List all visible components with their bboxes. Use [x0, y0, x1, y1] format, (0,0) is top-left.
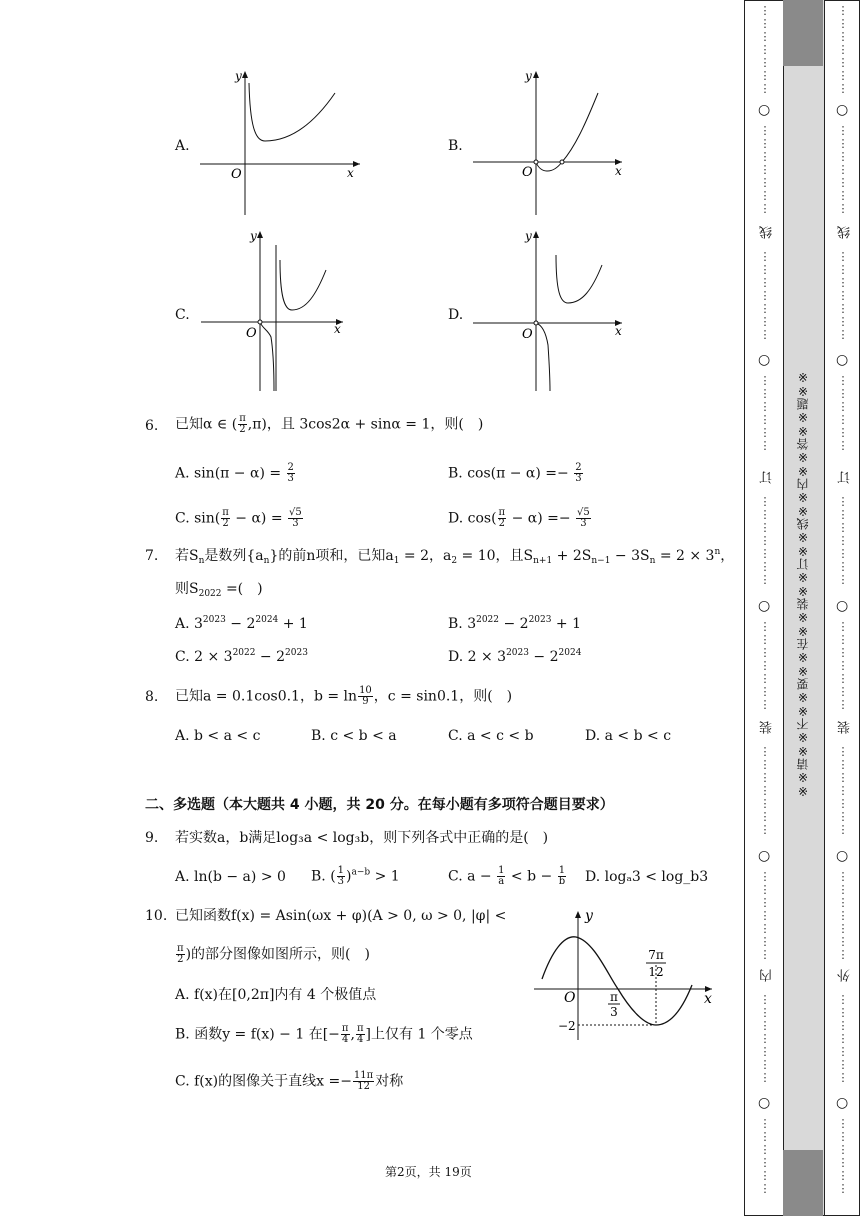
q8-number: 8. [145, 689, 159, 705]
inner-dots-4: ⋮ ⋮ ⋮ ⋮ ⋮ ⋮ [759, 374, 771, 452]
inner-circle-3: ○ [758, 598, 771, 614]
q9-option-b[interactable]: B. ( $\frac{1}{3}$ )$^{a-b}$ > 1 [311, 865, 400, 887]
outer-label-zhuang: 装 [838, 720, 853, 734]
q6-option-d[interactable]: D. cos( $\frac{\pi}{2}$ − α) =− $\frac{√5}{3}$ [448, 507, 590, 529]
inner-dots-7: ⋮ ⋮ ⋮ ⋮ ⋮ ⋮ ⋮ [759, 745, 771, 836]
q10-option-b[interactable]: B. 函数y = f(x) − 1 在[− $\frac{\pi}{4}$ , $\frac{\pi}{4}$ ]上仅有 1 个零点 [175, 1023, 473, 1045]
binding-strip-bottom-block [783, 1150, 823, 1216]
inner-dots-5: ⋮ ⋮ ⋮ ⋮ ⋮ ⋮ ⋮ [759, 495, 771, 586]
outer-column-top-dots: ⋮ ⋮ ⋮ ⋮ ⋮ ⋮ ⋮ [837, 4, 849, 95]
graph-d-x-label: x [615, 324, 622, 338]
graph-c-x-label: x [334, 322, 341, 336]
q10-option-a[interactable]: A. f(x)在[0,2π]内有 4 个极值点 [175, 987, 377, 1003]
q7-option-c[interactable]: C. $2 \times 3^{2022} - 2^{2023}$ [175, 648, 308, 665]
q10-fig-x-label: x [704, 991, 712, 1007]
outer-dots-10: ⋮ ⋮ ⋮ ⋮ ⋮ ⋮ [837, 1117, 849, 1195]
q9-option-c[interactable]: C. a − $\frac{1}{a}$ < b − $\frac{1}{b}$ [448, 865, 566, 887]
q6-option-a[interactable]: A. sin(π − α) = $\frac{2}{3}$ [175, 462, 294, 484]
outer-dots-6: ⋮ ⋮ ⋮ ⋮ ⋮ ⋮ ⋮ [837, 620, 849, 711]
q10-fig-7pi12-den: 12 [648, 965, 664, 979]
option-d-label: D. [448, 307, 464, 323]
inner-dots-8: ⋮ ⋮ ⋮ ⋮ ⋮ ⋮ ⋮ [759, 870, 771, 961]
q7-number: 7. [145, 548, 159, 564]
option-c-label: C. [175, 307, 190, 323]
inner-label-nei: 内 [760, 968, 775, 982]
inner-circle-2: ○ [758, 352, 771, 368]
outer-label-ding: 订 [838, 470, 853, 484]
q9-option-d[interactable]: D. logₐ3 < log_b3 [585, 869, 709, 885]
inner-label-zhuang: 装 [760, 720, 775, 734]
section-title-multi-choice: 二、多选题（本大题共 4 小题，共 20 分。在每小题有多项符合题目要求） [145, 797, 614, 813]
inner-dots-9: ⋮ ⋮ ⋮ ⋮ ⋮ ⋮ ⋮ [759, 993, 771, 1084]
inner-dots-3: ⋮ ⋮ ⋮ ⋮ ⋮ ⋮ ⋮ [759, 250, 771, 341]
q7-option-a[interactable]: A. $3^{2023} - 2^{2024} + 1$ [175, 615, 308, 632]
outer-circle-5: ○ [836, 1095, 849, 1111]
outer-circle-1: ○ [836, 102, 849, 118]
graph-a-x-label: x [347, 166, 354, 180]
graph-d-origin: O [522, 327, 533, 342]
outer-dots-3: ⋮ ⋮ ⋮ ⋮ ⋮ ⋮ ⋮ [837, 250, 849, 341]
outer-label-xian: 线 [838, 225, 853, 239]
graph-c-y-label: y [250, 229, 257, 243]
q8-option-d[interactable]: D. a < b < c [585, 728, 672, 744]
outer-dots-2: ⋮ ⋮ ⋮ ⋮ ⋮ ⋮ ⋮ [837, 124, 849, 215]
q7-stem-line2: 则$S_{2022}$ =( ) [175, 581, 263, 599]
outer-dots-9: ⋮ ⋮ ⋮ ⋮ ⋮ ⋮ ⋮ [837, 993, 849, 1084]
outer-dots-7: ⋮ ⋮ ⋮ ⋮ ⋮ ⋮ ⋮ [837, 745, 849, 836]
inner-circle-1: ○ [758, 102, 771, 118]
inner-circle-5: ○ [758, 1095, 771, 1111]
q6-number: 6. [145, 418, 159, 434]
q8-option-c[interactable]: C. a < c < b [448, 728, 534, 744]
page-footer: 第2页，共 19页 [385, 1165, 472, 1179]
q8-option-a[interactable]: A. b < a < c [175, 728, 261, 744]
outer-circle-3: ○ [836, 598, 849, 614]
q10-function-graph [532, 905, 722, 1045]
graph-b-y-label: y [525, 69, 532, 83]
outer-dots-5: ⋮ ⋮ ⋮ ⋮ ⋮ ⋮ ⋮ [837, 495, 849, 586]
q10-number: 10. [145, 908, 168, 924]
q9-number: 9. [145, 830, 159, 846]
q6-option-b[interactable]: B. cos(π − α) =− $\frac{2}{3}$ [448, 462, 582, 484]
q10-fig-origin: O [564, 990, 576, 1006]
q7-stem-line1: 若$S_n$是数列$\{a_n\}$的前n项和，已知$a_1 = 2$，$a_2 = 10$，且$S_{n+1} + 2S_{n-1} - 3S_n = 2 \times 3^n$， [175, 547, 735, 566]
graph-d-y-label: y [525, 229, 532, 243]
graph-a-origin: O [231, 167, 242, 182]
q10-fig-7pi12-num: 7π [648, 948, 664, 962]
q10-fig-minus2: −2 [558, 1019, 576, 1033]
q9-stem: 若实数a，b满足log₃a < log₃b，则下列各式中正确的是( ) [175, 830, 549, 846]
outer-circle-2: ○ [836, 352, 849, 368]
q6-option-c[interactable]: C. sin( $\frac{\pi}{2}$ − α) = $\frac{√5}{3}$ [175, 507, 302, 529]
option-b-label: B. [448, 138, 463, 154]
graph-d [470, 225, 630, 395]
q8-option-b[interactable]: B. c < b < a [311, 728, 397, 744]
q10-option-c[interactable]: C. f(x)的图像关于直线x =− $\frac{11\pi}{12}$ 对称 [175, 1070, 404, 1092]
outer-dots-4: ⋮ ⋮ ⋮ ⋮ ⋮ ⋮ [837, 374, 849, 452]
graph-b-origin: O [522, 165, 533, 180]
graph-a [195, 65, 370, 215]
q8-stem: 已知a = 0.1cos0.1，b = ln $\frac{10}{9}$ ，c = sin0.1，则( ) [175, 685, 513, 707]
q7-option-b[interactable]: B. $3^{2022} - 2^{2023} + 1$ [448, 615, 582, 632]
inner-dots-6: ⋮ ⋮ ⋮ ⋮ ⋮ ⋮ ⋮ [759, 620, 771, 711]
binding-warning-text: ※※请※※不※※要※※在※※装※※订※※线※※内※※答※※题※※ [796, 370, 810, 798]
outer-dots-8: ⋮ ⋮ ⋮ ⋮ ⋮ ⋮ ⋮ [837, 870, 849, 961]
inner-column-top-dots: ⋮ ⋮ ⋮ ⋮ ⋮ ⋮ ⋮ [759, 4, 771, 95]
q7-option-d[interactable]: D. $2 \times 3^{2023} - 2^{2024}$ [448, 648, 582, 665]
inner-label-ding: 订 [760, 470, 775, 484]
graph-a-y-label: y [235, 69, 242, 83]
binding-strip-top-block [783, 0, 823, 66]
q9-option-a[interactable]: A. ln(b − a) > 0 [175, 869, 286, 885]
q10-fig-pi3-den: 3 [610, 1005, 618, 1019]
inner-label-xian: 线 [760, 225, 775, 239]
q10-fig-y-label: y [585, 908, 593, 924]
option-a-label: A. [175, 138, 190, 154]
inner-dots-2: ⋮ ⋮ ⋮ ⋮ ⋮ ⋮ ⋮ [759, 124, 771, 215]
q10-stem-line1: 已知函数f(x) = Asin(ωx + φ)(A > 0, ω > 0, |φ| < [175, 908, 507, 924]
outer-label-wai: 外 [838, 968, 853, 982]
graph-c-origin: O [246, 326, 257, 341]
graph-c [198, 225, 358, 395]
q6-stem: 已知α ∈ ( $\frac{\pi}{2}$ ,π)，且 3cos2α + sinα = 1，则( ) [175, 413, 484, 435]
outer-circle-4: ○ [836, 848, 849, 864]
graph-b [470, 65, 630, 215]
inner-circle-4: ○ [758, 848, 771, 864]
graph-b-x-label: x [615, 164, 622, 178]
q10-fig-pi3-num: π [610, 990, 618, 1004]
q10-stem-line2: $\frac{\pi}{2}$ )的部分图像如图所示，则( ) [177, 943, 370, 965]
inner-dots-10: ⋮ ⋮ ⋮ ⋮ ⋮ ⋮ [759, 1117, 771, 1195]
